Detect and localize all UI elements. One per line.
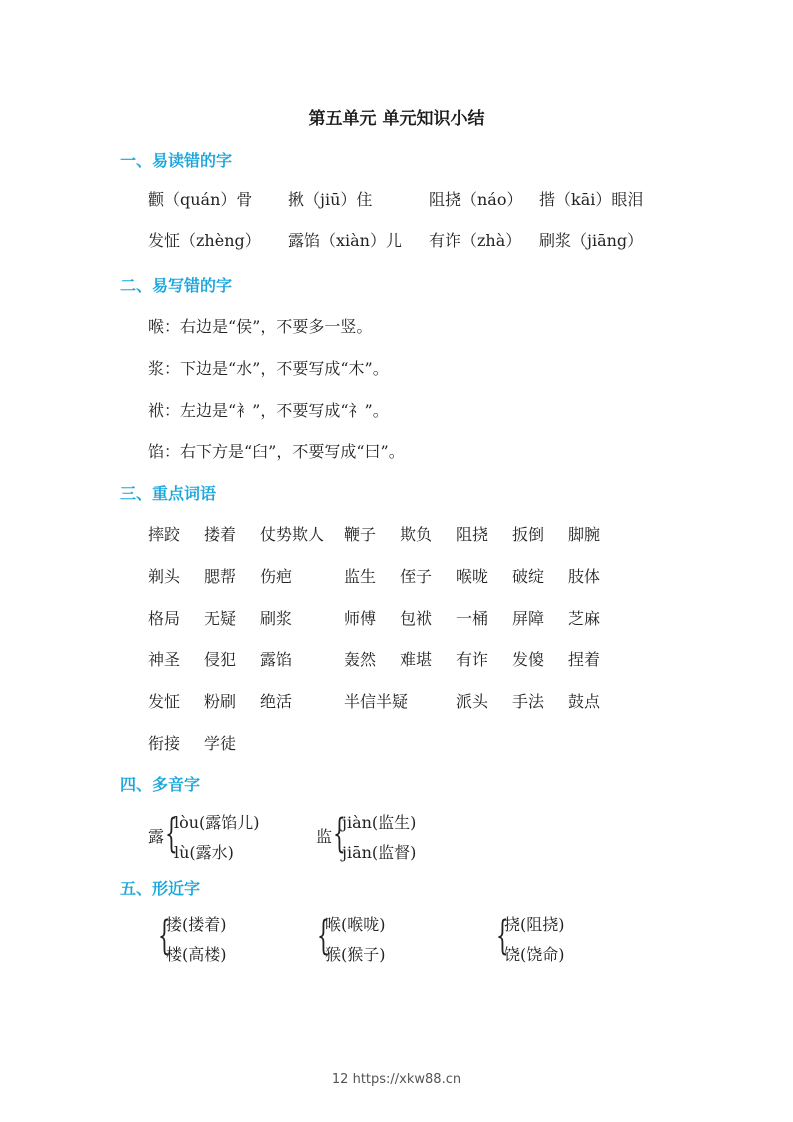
vocab-word: 伤疤 [260,567,293,586]
vocab-word: 扳倒 [512,525,545,544]
section-heading-3: 三、重点词语 [120,484,217,503]
writing-note: 袱：左边是“衤”，不要写成“礻”。 [148,401,389,420]
vocab-word: 衔接 [148,734,181,753]
brace-icon: { [496,913,509,959]
page-footer: 12 https://xkw88.cn [331,1072,462,1087]
similar-char: 挠(阻挠) [504,915,565,934]
vocab-word: 肢体 [568,567,601,586]
vocab-word: 剃头 [148,567,181,586]
vocab-word: 喉咙 [456,567,489,586]
page-title: 第五单元 单元知识小结 [308,109,485,129]
vocab-word: 难堪 [400,650,433,669]
polyphone-reading: jiàn(监生) [342,813,417,832]
vocab-word: 发怔 [148,692,181,711]
vocab-word: 粉刷 [204,692,237,711]
vocab-word: 芝麻 [568,609,601,628]
vocab-word: 鼓点 [568,692,601,711]
vocab-word: 侄子 [400,567,433,586]
vocab-word: 神圣 [148,650,181,669]
section-heading-1: 一、易读错的字 [120,151,233,170]
polyphone-char: 监 [316,827,333,846]
vocab-word: 鞭子 [344,525,377,544]
writing-note: 馅：右下方是“臼”，不要写成“曰”。 [148,442,405,461]
section-heading-5: 五、形近字 [120,879,201,898]
vocab-word: 脚腕 [568,525,601,544]
brace-icon: { [333,811,346,857]
vocab-word: 包袱 [400,609,433,628]
vocab-word: 半信半疑 [344,692,409,711]
similar-char: 饶(饶命) [504,945,565,964]
vocab-word: 捏着 [568,650,601,669]
vocab-word: 腮帮 [204,567,237,586]
vocab-word: 侵犯 [204,650,237,669]
vocab-word: 师傅 [344,609,377,628]
similar-char-group-2 [317,910,437,966]
reading-item: 颧（quán）骨 [148,190,253,209]
similar-char-group-1 [158,910,278,966]
reading-item: 露馅（xiàn）儿 [288,231,402,250]
vocab-word: 手法 [512,692,545,711]
vocab-word: 学徒 [204,734,237,753]
polyphone-group-2 [316,808,456,864]
reading-item: 揪（jiū）住 [288,190,373,209]
reading-item: 发怔（zhèng） [148,231,261,250]
vocab-word: 摔跤 [148,525,181,544]
vocab-word: 轰然 [344,650,377,669]
similar-char: 猴(猴子) [325,945,386,964]
similar-char: 楼(高楼) [166,945,227,964]
vocab-word: 绝活 [260,692,293,711]
vocab-word: 刷浆 [260,609,293,628]
reading-item: 刷浆（jiāng） [539,231,644,250]
section-heading-4: 四、多音字 [120,775,201,794]
vocab-word: 发傻 [512,650,545,669]
reading-item: 阻挠（náo） [429,190,523,209]
vocab-word: 破绽 [512,567,545,586]
writing-note: 浆：下边是“水”，不要写成“木”。 [148,359,389,378]
polyphone-char: 露 [148,827,165,846]
brace-icon: { [317,913,330,959]
polyphone-group-1 [148,808,288,864]
vocab-word: 阻挠 [456,525,489,544]
vocab-word: 仗势欺人 [260,525,325,544]
brace-icon: { [158,913,171,959]
vocab-word: 监生 [344,567,377,586]
vocab-word: 一桶 [456,609,489,628]
vocab-word: 格局 [148,609,181,628]
polyphone-reading: lòu(露馅儿) [174,813,260,832]
vocab-word: 屏障 [512,609,545,628]
polyphone-reading: jiān(监督) [342,843,417,862]
vocab-word: 无疑 [204,609,237,628]
writing-note: 喉：右边是“侯”，不要多一竖。 [148,317,373,336]
polyphone-reading: lù(露水) [174,843,234,862]
similar-char: 搂(搂着) [166,915,227,934]
vocab-word: 有诈 [456,650,489,669]
brace-icon: { [165,811,178,857]
vocab-word: 欺负 [400,525,433,544]
reading-item: 揩（kāi）眼泪 [539,190,644,209]
vocab-word: 派头 [456,692,489,711]
vocab-word: 搂着 [204,525,237,544]
section-heading-2: 二、易写错的字 [120,276,233,295]
vocab-word: 露馅 [260,650,293,669]
reading-item: 有诈（zhà） [429,231,522,250]
similar-char-group-3 [496,910,616,966]
similar-char: 喉(喉咙) [325,915,386,934]
